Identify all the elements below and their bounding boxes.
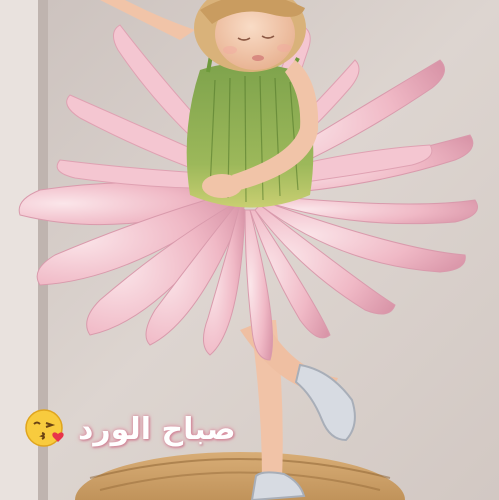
greeting-text: صباح الورد: [78, 412, 236, 447]
kissing-face-with-heart-icon: [24, 406, 68, 450]
